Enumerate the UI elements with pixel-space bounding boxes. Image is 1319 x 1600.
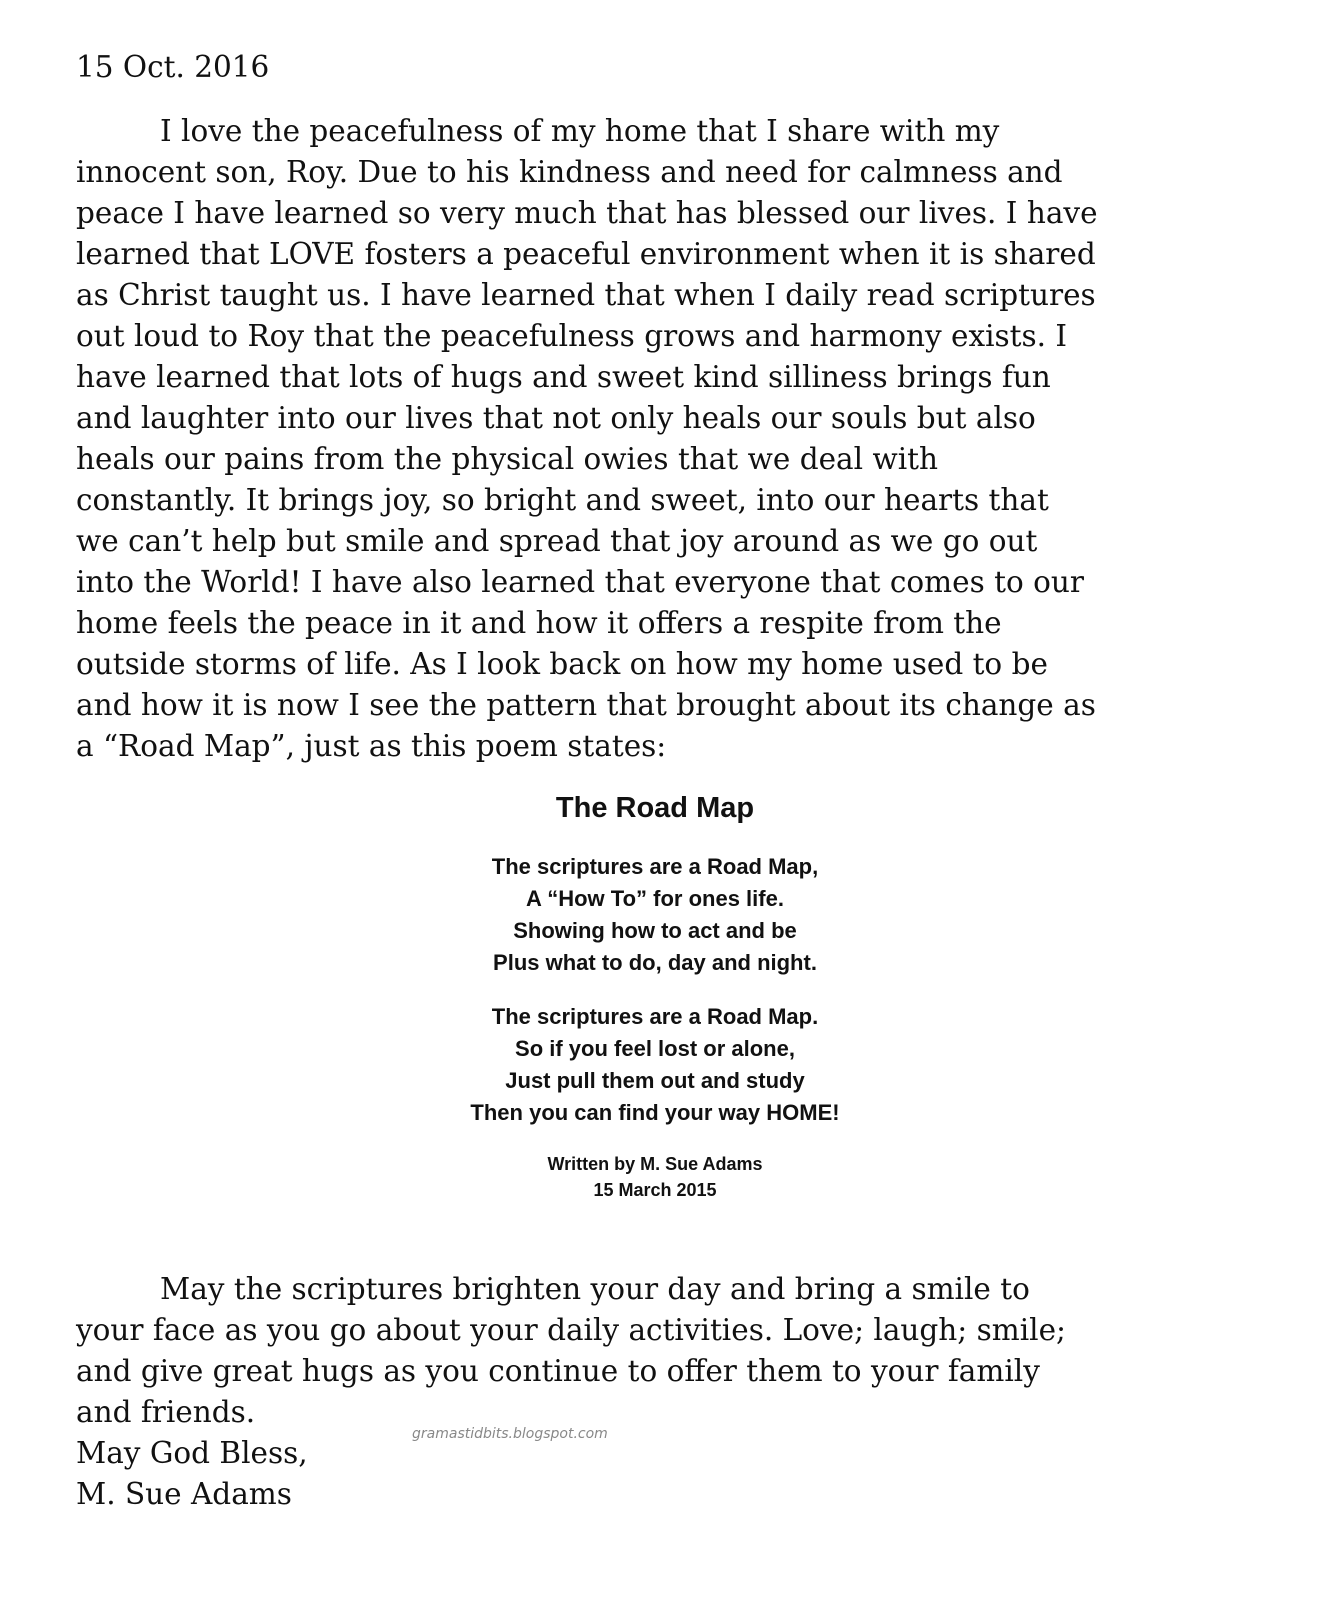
text-line: heals our pains from the physical owies that we deal with — [76, 442, 938, 476]
text-line: and friends. — [76, 1395, 256, 1429]
text-line: outside storms of life. As I look back on how my home used to be — [76, 647, 1048, 681]
text-line: constantly. It brings joy, so bright and sweet, into our hearts that — [76, 483, 1049, 517]
poem-title: The Road Map — [555, 792, 755, 824]
text-line: and how it is now I see the pattern that brought about its change as — [76, 688, 1096, 722]
watermark: gramastidbits.blogspot.com — [412, 1426, 608, 1442]
text-line: as Christ taught us. I have learned that when I daily read scriptures — [76, 278, 1096, 312]
poem-author: Written by M. Sue Adams — [547, 1154, 763, 1174]
text-line: out loud to Roy that the peacefulness grows and harmony exists. I — [76, 319, 1068, 353]
text-line: learned that LOVE fosters a peaceful environment when it is shared — [76, 237, 1096, 271]
text-line: The scriptures are a Road Map, — [491, 854, 819, 879]
closing-line: May God Bless, — [76, 1436, 308, 1470]
text-line: your face as you go about your daily activities. Love; laugh; smile; — [76, 1313, 1066, 1347]
letter-date: 15 Oct. 2016 — [76, 50, 270, 84]
text-line: innocent son, Roy. Due to his kindness and need for calmness and — [76, 155, 1063, 189]
text-line: into the World! I have also learned that everyone that comes to our — [76, 565, 1084, 599]
text-line: A “How To” for ones life. — [526, 886, 784, 911]
text-line: So if you feel lost or alone, — [515, 1036, 795, 1061]
text-line: peace I have learned so very much that has blessed our lives. I have — [76, 196, 1098, 230]
text-line: Plus what to do, day and night. — [493, 950, 817, 975]
text-line: and laughter into our lives that not only heals our souls but also — [76, 401, 1036, 435]
signature: M. Sue Adams — [76, 1477, 292, 1511]
text-line: The scriptures are a Road Map. — [491, 1004, 819, 1029]
text-line: Just pull them out and study — [505, 1068, 805, 1093]
text-line: and give great hugs as you continue to offer them to your family — [76, 1354, 1040, 1388]
text-line: home feels the peace in it and how it offers a respite from the — [76, 606, 1002, 640]
text-line: May the scriptures brighten your day and bring a smile to — [160, 1272, 1030, 1306]
text-line: Showing how to act and be — [513, 918, 797, 943]
poem-date: 15 March 2015 — [593, 1180, 717, 1200]
text-line: a “Road Map”, just as this poem states: — [76, 729, 667, 763]
text-line: we can’t help but smile and spread that joy around as we go out — [76, 524, 1038, 558]
text-line: have learned that lots of hugs and sweet kind silliness brings fun — [76, 360, 1051, 394]
text-line: I love the peacefulness of my home that I share with my — [160, 114, 1000, 148]
text-line: Then you can find your way HOME! — [470, 1100, 840, 1125]
